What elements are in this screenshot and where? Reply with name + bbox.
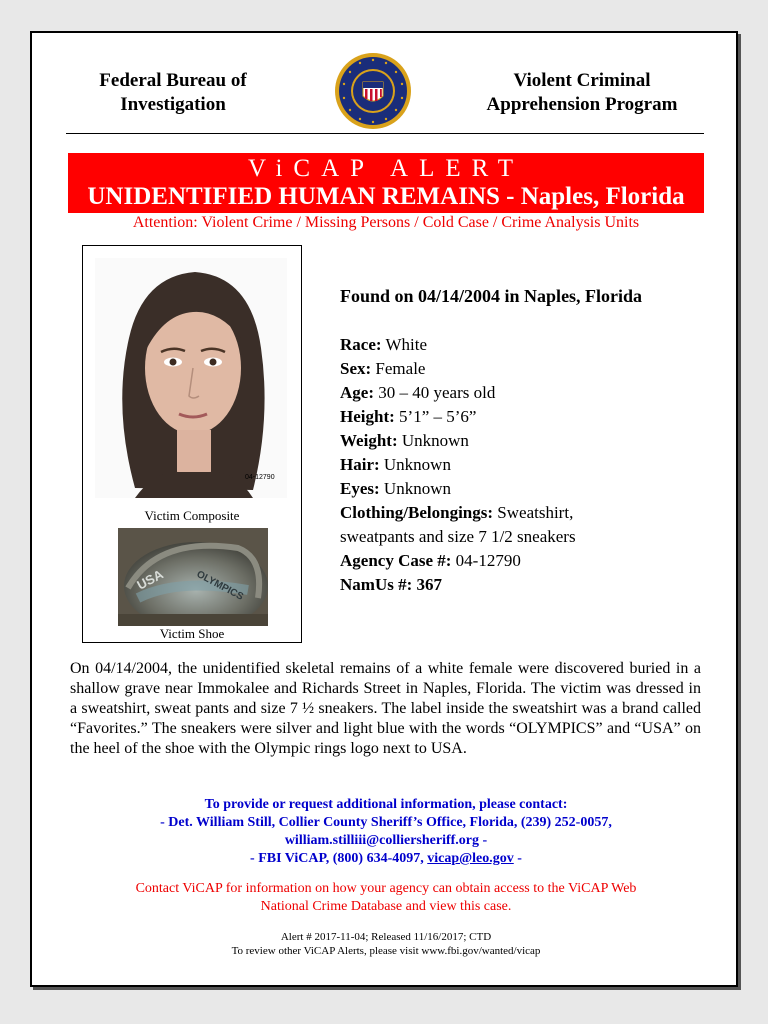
fbi-seal-icon xyxy=(334,52,412,130)
access-info xyxy=(68,880,704,916)
header-program-line1: Violent Criminal xyxy=(513,70,651,91)
fact-value: Unknown xyxy=(401,431,469,450)
alert-banner xyxy=(68,153,704,213)
case-narrative: On 04/14/2004, the unidentified skeletal remains of a white female were discovered buried in a shallow grave near Immokalee and Richards Street in Naples, Florida. The victim was dressed in a sweatshirt, sweat pants and size 7 ½ sneakers. The label inside the sweatshirt was a brand called “Favorites.” The sneakers were silver and light blue with the words “OLYMPICS” and “USA” on the heel of the shoe with the Olympic rings logo next to USA. xyxy=(70,660,701,757)
fact-label: Clothing/Belongings: xyxy=(340,503,494,522)
fact-label: NamUs #: xyxy=(340,575,413,594)
header-agency xyxy=(88,69,258,117)
contact-detective: - Det. William Still, Collier County Sheriff’s Office, Florida, (239) 252-0057, xyxy=(160,815,612,830)
shoe-text-usa: USA xyxy=(134,566,166,593)
fact-value: White xyxy=(385,335,428,354)
fact-value: 30 – 40 years old xyxy=(378,383,496,402)
fact-eyes xyxy=(340,477,640,501)
access-info-line1: Contact ViCAP for information on how your agency can obtain access to the ViCAP Web xyxy=(135,881,637,896)
fact-agency-case xyxy=(340,549,640,573)
header-agency-line1: Federal Bureau of xyxy=(99,70,247,91)
composite-case-tag: 04-12790 xyxy=(245,474,275,481)
fact-label: Sex: xyxy=(340,359,372,378)
footer-alert-number: Alert # 2017-11-04; Released 11/16/2017; CTD xyxy=(280,931,492,943)
contact-detective-email[interactable]: william.stilliii@colliersheriff.org - xyxy=(284,833,488,848)
header-program-line2: Apprehension Program xyxy=(486,94,678,115)
fact-namus xyxy=(340,573,640,597)
alert-footer xyxy=(68,930,704,958)
access-info-line2: National Crime Database and view this case. xyxy=(260,899,512,914)
contact-fbi xyxy=(68,850,704,868)
fact-race xyxy=(340,333,640,357)
fact-sex xyxy=(340,357,640,381)
fact-value: Unknown xyxy=(383,455,451,474)
fact-label: Race: xyxy=(340,335,382,354)
fact-value: Unknown xyxy=(383,479,451,498)
fact-clothing xyxy=(340,501,640,549)
fact-hair xyxy=(340,453,640,477)
banner-subtitle: UNIDENTIFIED HUMAN REMAINS - Naples, Florida xyxy=(87,183,685,210)
shoe-caption: Victim Shoe xyxy=(159,626,225,641)
header-program xyxy=(472,69,692,117)
victim-facts xyxy=(340,333,640,597)
fact-age xyxy=(340,381,640,405)
fact-value: Sweatshirt, sweatpants and size 7 1/2 sneakers xyxy=(340,503,576,546)
attention-line: Attention: Violent Crime / Missing Persons / Cold Case / Crime Analysis Units xyxy=(132,214,640,231)
vicap-email-link[interactable]: vicap@leo.gov xyxy=(427,851,514,866)
footer-website: To review other ViCAP Alerts, please visit www.fbi.gov/wanted/vicap xyxy=(231,945,541,957)
composite-caption: Victim Composite xyxy=(144,508,240,523)
victim-composite-image xyxy=(95,258,287,498)
shoe-text-olympics: OLYMPICS xyxy=(194,568,246,603)
banner-title: ViCAP ALERT xyxy=(247,155,525,182)
fact-label: Hair: xyxy=(340,455,380,474)
fact-label: Agency Case #: xyxy=(340,551,452,570)
fact-label: Eyes: xyxy=(340,479,380,498)
fact-value: 04-12790 xyxy=(455,551,521,570)
fact-height xyxy=(340,405,640,429)
fact-value: 367 xyxy=(416,575,442,594)
fact-label: Age: xyxy=(340,383,374,402)
fact-weight xyxy=(340,429,640,453)
contact-block xyxy=(68,796,704,868)
fact-label: Height: xyxy=(340,407,395,426)
fact-value: Female xyxy=(375,359,426,378)
header-divider xyxy=(66,133,704,134)
photo-panel xyxy=(82,245,302,643)
contact-fbi-suffix: - xyxy=(517,851,522,866)
victim-shoe-image xyxy=(118,528,268,626)
contact-fbi-prefix: - FBI ViCAP, (800) 634-4097, xyxy=(250,851,424,866)
fact-label: Weight: xyxy=(340,431,398,450)
contact-intro: To provide or request additional information, please contact: xyxy=(204,797,568,812)
fact-value: 5’1” – 5’6” xyxy=(399,407,477,426)
found-heading: Found on 04/14/2004 in Naples, Florida xyxy=(340,286,643,306)
header-agency-line2: Investigation xyxy=(120,94,226,115)
alert-page xyxy=(30,31,738,987)
